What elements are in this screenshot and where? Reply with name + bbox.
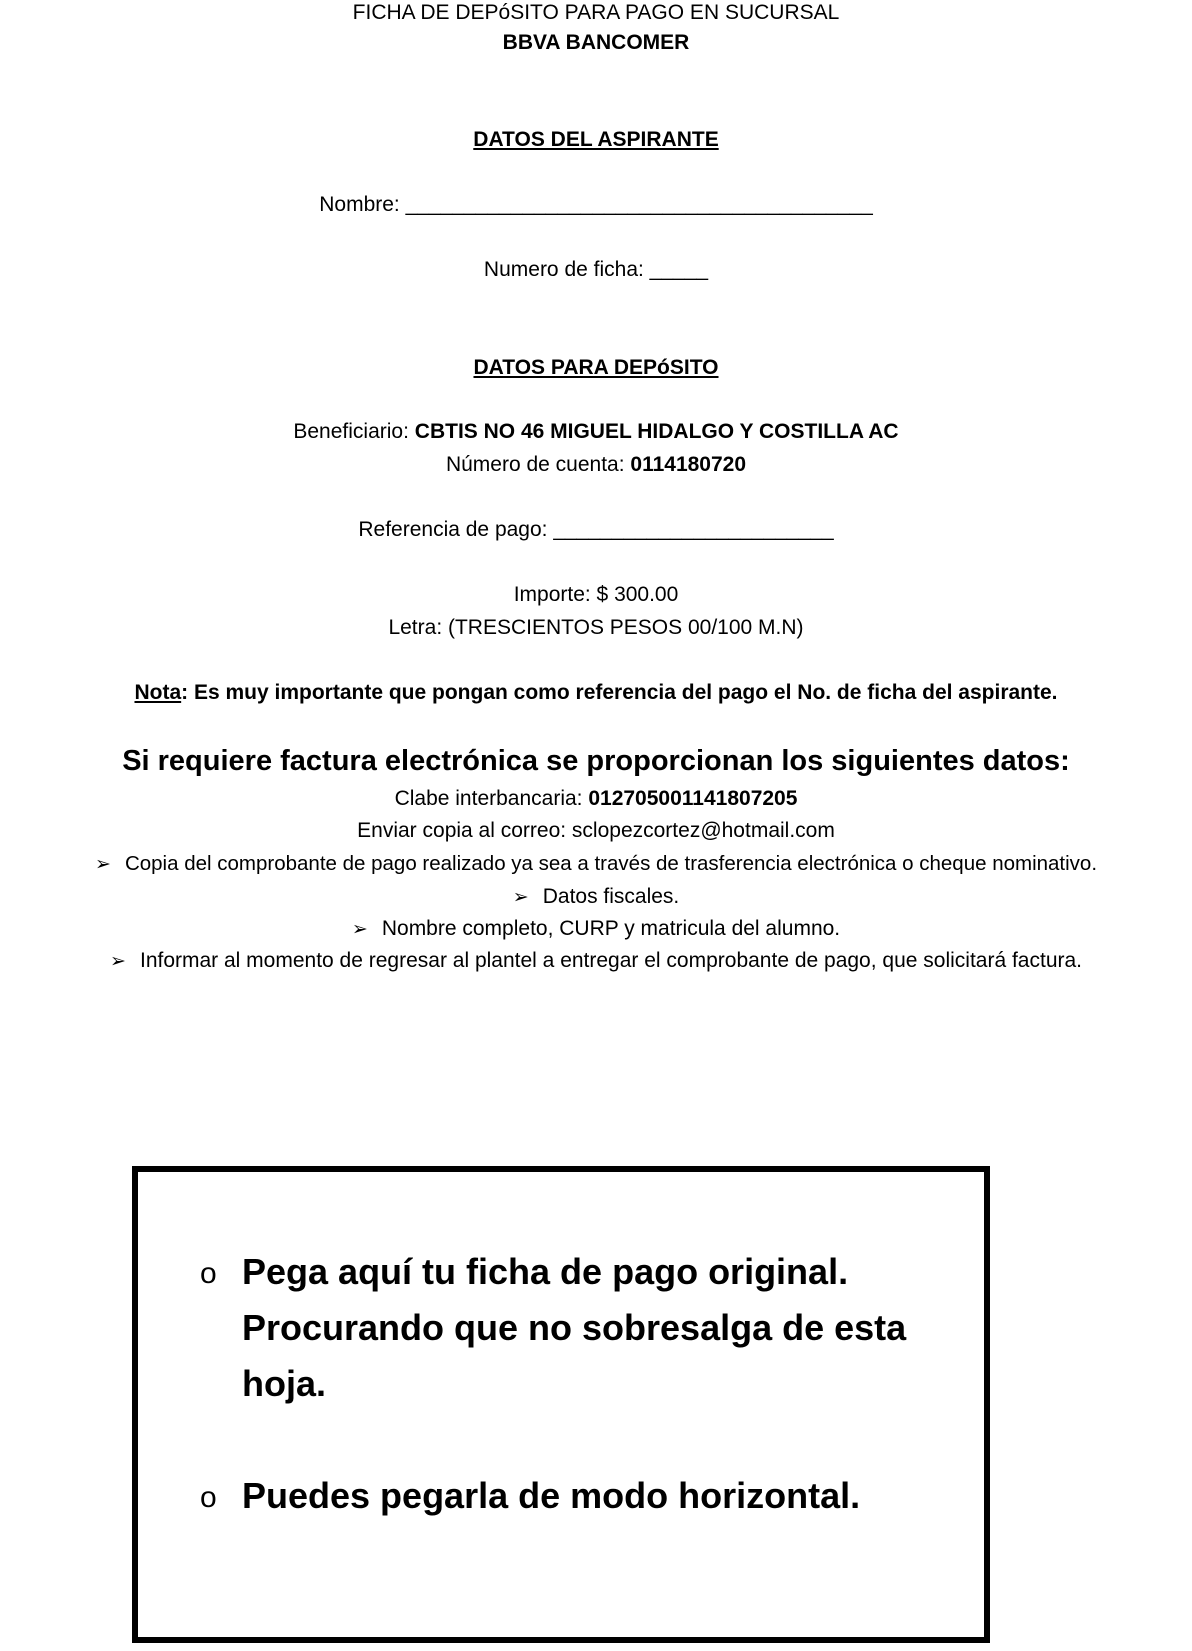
paste-area-box <box>132 1166 990 1643</box>
circle-bullet-icon: o <box>200 1257 217 1290</box>
arrow-bullet-icon: ➢ <box>94 854 111 875</box>
arrow-bullet-icon: ➢ <box>512 887 529 908</box>
arrow-bullet-icon: ➢ <box>351 919 368 940</box>
nota-row <box>0 680 1192 706</box>
cuenta-label: Número de cuenta: <box>445 453 631 476</box>
clabe-row <box>0 786 1192 812</box>
bank-name: BBVA BANCOMER <box>502 31 690 54</box>
list-item: ➢ Nombre completo, CURP y matricula del alumno. <box>0 916 1192 943</box>
box-instruction-2: o Puedes pegarla de modo horizontal. <box>200 1468 940 1524</box>
nota-label: Nota <box>134 681 182 704</box>
ficha-field: Numero de ficha: _____ <box>483 258 709 281</box>
aspirante-heading: DATOS DEL ASPIRANTE <box>473 128 719 151</box>
letra-text: Letra: (TRESCIENTOS PESOS 00/100 M.N) <box>388 616 804 639</box>
beneficiario-label: Beneficiario: <box>293 420 415 443</box>
nota-text: : Es muy importante que pongan como referencia del pago el No. de ficha del aspirante. <box>181 681 1058 704</box>
nombre-field: Nombre: ________________________________________ <box>319 193 873 216</box>
box-instruction-1: o Pega aquí tu ficha de pago original. Procurando que no sobresalga de esta hoja. <box>200 1244 940 1412</box>
importe-text: Importe: $ 300.00 <box>513 583 679 606</box>
list-item: ➢ Datos fiscales. <box>0 884 1192 911</box>
document-title: FICHA DE DEPóSITO PARA PAGO EN SUCURSAL <box>352 1 840 24</box>
clabe-value: 012705001141807205 <box>588 787 798 810</box>
deposito-heading: DATOS PARA DEPóSITO <box>473 356 719 379</box>
factura-heading: Si requiere factura electrónica se proporcionan los siguientes datos: <box>122 745 1070 777</box>
beneficiario-row <box>0 419 1192 445</box>
list-item: ➢ Copia del comprobante de pago realizado ya sea a través de trasferencia electrónica o cheque nominativo. <box>0 851 1192 878</box>
correo-text: Enviar copia al correo: sclopezcortez@hotmail.com <box>357 819 835 842</box>
cuenta-value: 0114180720 <box>630 453 747 476</box>
clabe-label: Clabe interbancaria: <box>394 787 589 810</box>
circle-bullet-icon: o <box>200 1481 217 1514</box>
list-item: ➢ Informar al momento de regresar al plantel a entregar el comprobante de pago, que solicitará factura. <box>0 948 1192 975</box>
beneficiario-value: CBTIS NO 46 MIGUEL HIDALGO Y COSTILLA AC <box>414 420 899 443</box>
referencia-field: Referencia de pago: ________________________ <box>358 518 834 541</box>
arrow-bullet-icon: ➢ <box>109 951 126 972</box>
cuenta-row <box>0 452 1192 478</box>
